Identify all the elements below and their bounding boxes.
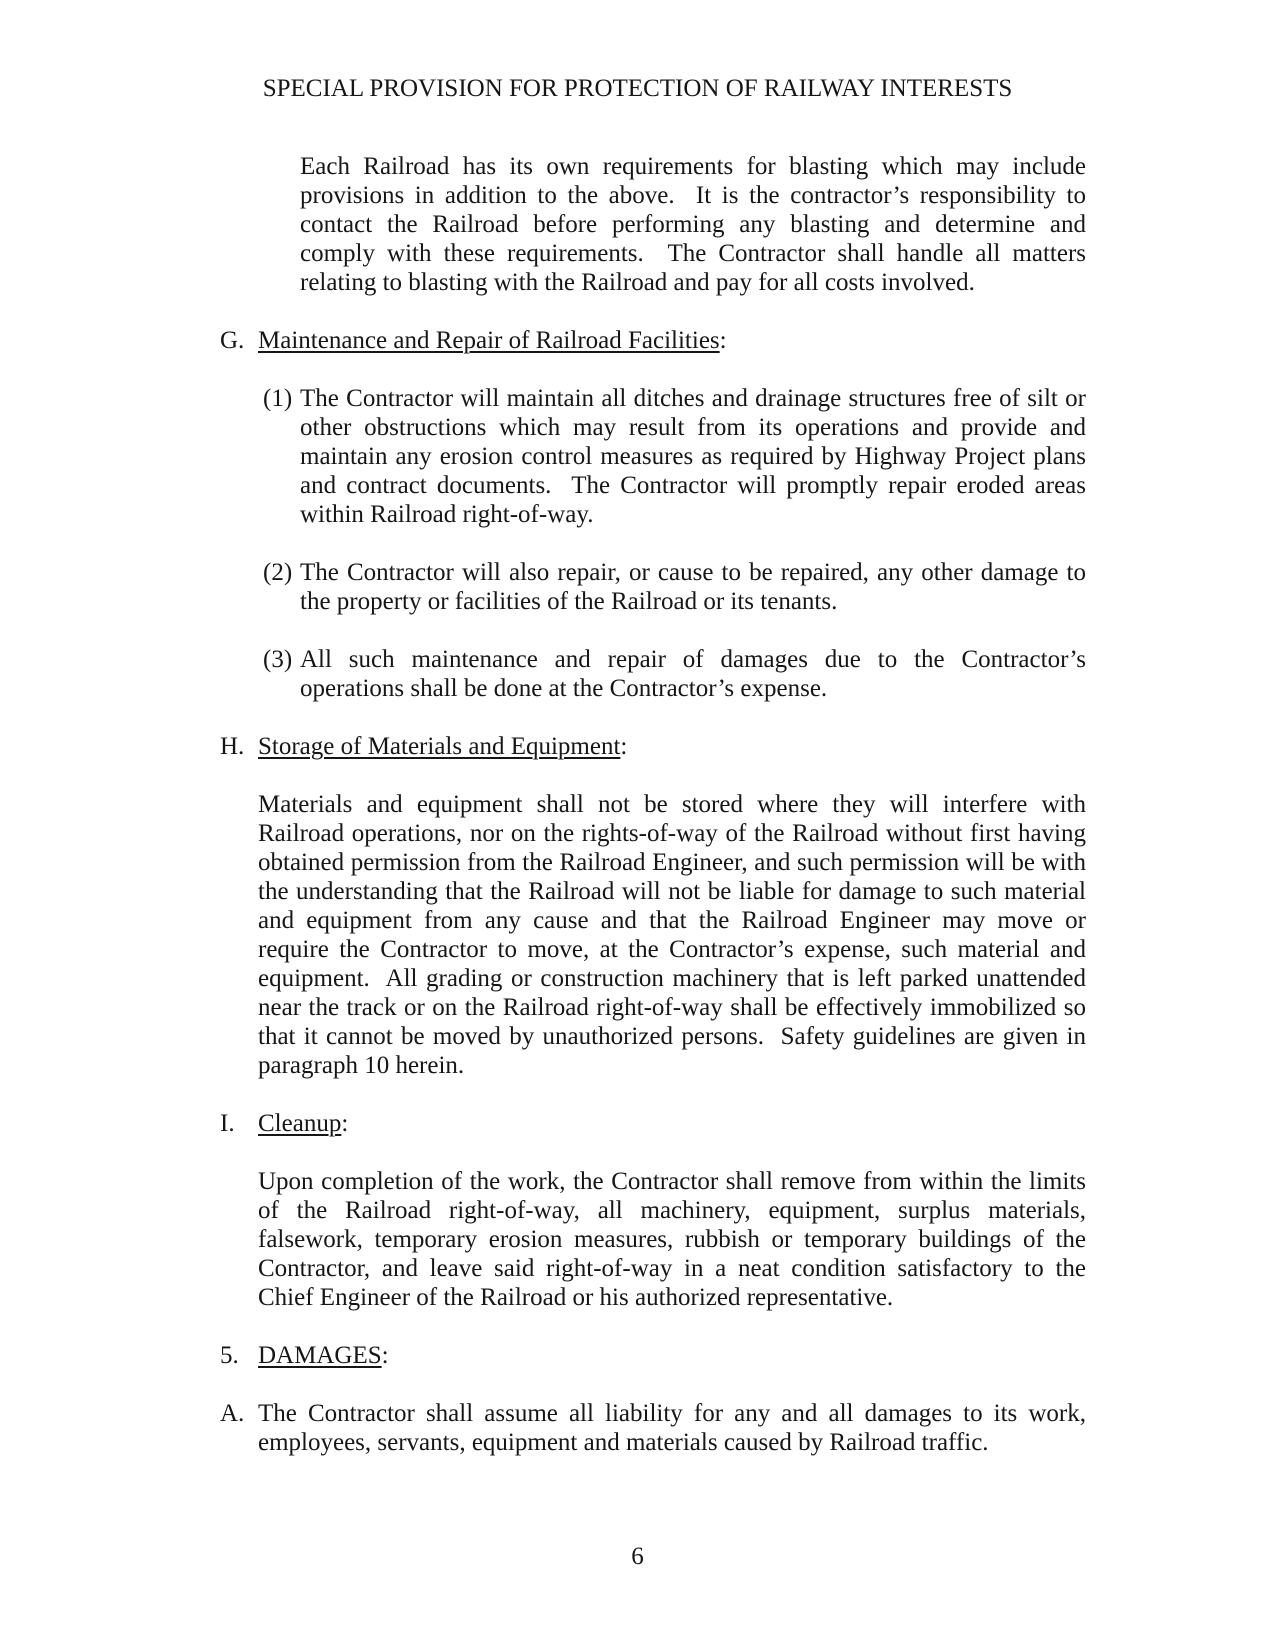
section-5-damages-heading [220, 1341, 1086, 1370]
item-a-text: The Contractor shall assume all liability for any and all damages to its work, employees, servants, equipment and materials caused by Railroad traffic. [258, 1400, 1093, 1456]
heading-colon: : [620, 733, 628, 760]
section-g-title-text: Maintenance and Repair of Railroad Facilities [258, 327, 720, 354]
section-5-title [258, 1341, 389, 1370]
item-3-marker: (3) [263, 646, 293, 673]
item-2-marker: (2) [263, 559, 293, 586]
section-i-heading [220, 1109, 1086, 1138]
list-item-3 [263, 645, 1093, 703]
section-i-label: I. [220, 1110, 235, 1137]
section-i-title [258, 1109, 348, 1138]
section-h-paragraph: Materials and equipment shall not be stored where they will interfere with Railroad operations, nor on the rights-of-way of the Railroad without first having obtained permission from the Railroad Engineer, and such permission will be with the understanding that the Railroad will not be liable for damage to such material and equipment from any cause and that the Railroad Engineer may move or require the Contractor to move, at the Contractor’s expense, such material and equipment. All grading or construction machinery that is left parked unattended near the track or on the Railroad right-of-way shall be effectively immobilized so that it cannot be moved by unauthorized persons. Safety guidelines are given in paragraph 10 herein. [258, 791, 1093, 1079]
section-g-title [258, 326, 727, 355]
section-5-title-text: DAMAGES [258, 1342, 382, 1369]
intro-paragraph: Each Railroad has its own requirements for blasting which may include provisions in addition to the above. It is the contractor’s responsibility to contact the Railroad before performing any blasting and determine and comply with these requirements. The Contractor shall handle all matters relating to blasting with the Railroad and pay for all costs involved. [300, 153, 1093, 296]
heading-colon: : [341, 1110, 349, 1137]
page-content [220, 152, 1093, 1486]
list-item-1 [263, 384, 1093, 529]
section-5-label: 5. [220, 1342, 239, 1369]
section-h-title-text: Storage of Materials and Equipment [258, 733, 621, 760]
item-2-text: The Contractor will also repair, or cause to be repaired, any other damage to the property or facilities of the Railroad or its tenants. [300, 559, 1093, 615]
section-g-heading [220, 326, 1086, 355]
page-header: SPECIAL PROVISION FOR PROTECTION OF RAILWAY INTERESTS [262, 75, 1013, 102]
section-h-heading [220, 732, 1086, 761]
item-1-marker: (1) [263, 385, 293, 412]
item-1-text: The Contractor will maintain all ditches and drainage structures free of silt or other obstructions which may result from its operations and provide and maintain any erosion control measures as required by Highway Project plans and contract documents. The Contractor will promptly repair eroded areas within Railroad right-of-way. [300, 385, 1093, 528]
page-number: 6 [631, 1543, 644, 1570]
list-item-2 [263, 558, 1093, 616]
section-h-label: H. [220, 733, 245, 760]
section-i-title-text: Cleanup [258, 1110, 342, 1137]
heading-colon: : [719, 327, 727, 354]
section-g-label: G. [220, 327, 245, 354]
section-h-title [258, 732, 627, 761]
item-a-label: A. [220, 1400, 245, 1427]
item-3-text: All such maintenance and repair of damages due to the Contractor’s operations shall be done at the Contractor’s expense. [300, 646, 1093, 702]
heading-colon: : [381, 1342, 389, 1369]
section-i-paragraph: Upon completion of the work, the Contractor shall remove from within the limits of the Railroad right-of-way, all machinery, equipment, surplus materials, falsework, temporary erosion measures, rubbish or temporary buildings of the Contractor, and leave said right-of-way in a neat condition satisfactory to the Chief Engineer of the Railroad or his authorized representative. [258, 1168, 1093, 1311]
item-a [220, 1399, 1093, 1457]
